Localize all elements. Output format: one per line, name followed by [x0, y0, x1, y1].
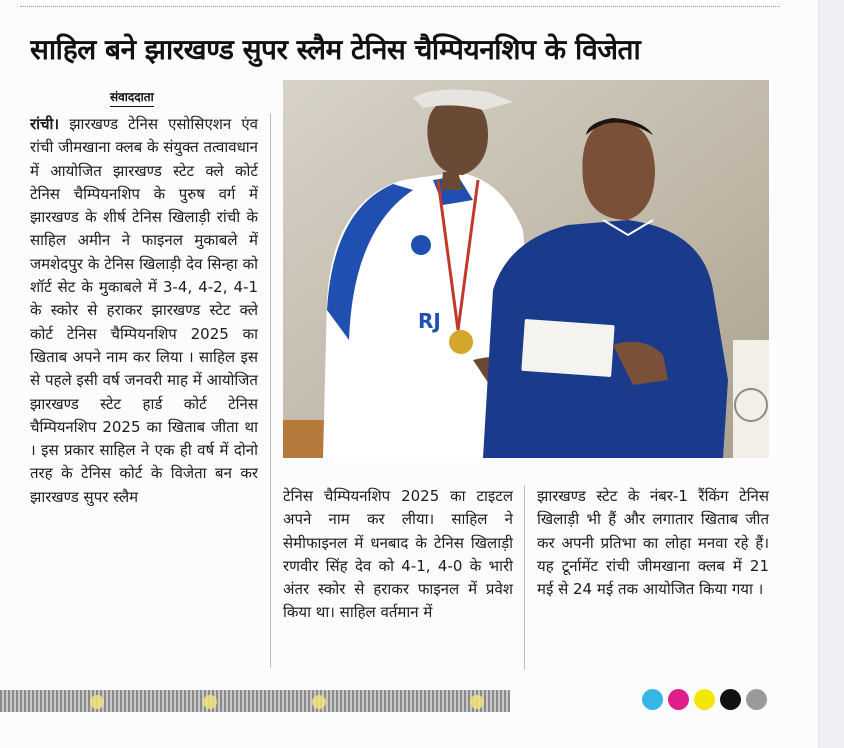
- article-column-1: [30, 113, 258, 668]
- banner-right: [733, 340, 769, 458]
- award-photo: [283, 80, 769, 458]
- cmyk-dot-yellow: [694, 689, 715, 710]
- cmyk-dot-black: [720, 689, 741, 710]
- cmyk-dot-magenta: [668, 689, 689, 710]
- jersey-lettering: RJ: [418, 309, 441, 333]
- byline: संवाददाता: [110, 88, 154, 107]
- top-rule: [20, 0, 780, 7]
- print-registration-band: [0, 690, 510, 712]
- presenter-face: [582, 120, 655, 220]
- scan-margin: [818, 0, 844, 748]
- award-photo-illustration: [283, 80, 769, 458]
- dateline: रांची।: [30, 115, 60, 133]
- registration-mark: [203, 695, 217, 709]
- prize-cheque: [521, 319, 614, 377]
- column-divider: [524, 485, 525, 670]
- medal-icon: [449, 330, 473, 354]
- jersey-badge-icon: [411, 235, 431, 255]
- article-headline: साहिल बने झारखण्ड सुपर स्लैम टेनिस चैम्पियनशिप के विजेता: [30, 33, 641, 66]
- article-column-2: टेनिस चैम्पियनशिप 2025 का टाइटल अपने नाम कर लीया। साहिल ने सेमीफाइनल में धनबाद के टेनिस खिलाड़ी रणवीर सिंह देव को 4-1, 4-0 के भारी अंतर स्कोर से हराकर फाइनल में प्रवेश किया था। साहिल वर्तमान में: [283, 487, 513, 622]
- registration-mark: [90, 695, 104, 709]
- registration-mark: [470, 695, 484, 709]
- article-column-3: झारखण्ड स्टेट के नंबर-1 रैंकिंग टेनिस खिलाड़ी भी हैं और लगातार खिताब जीत कर अपनी प्रतिभा का लोहा मनवा रहे हैं। यह टूर्नामेंट रांची जीमखाना क्लब में 21 मई से 24 मई तक आयोजित किया गया ।: [537, 487, 769, 599]
- cmyk-dot-cyan: [642, 689, 663, 710]
- cmyk-dot-gray: [746, 689, 767, 710]
- registration-mark: [312, 695, 326, 709]
- column-divider: [270, 113, 271, 668]
- column-1-body: झारखण्ड टेनिस एसोसिएशन एंव रांची जीमखाना क्लब के संयुक्त तत्वावधान में आयोजित झारखण्ड स्टेट क्ले कोर्ट टेनिस चैम्पियनशिप के पुरुष वर्ग में झारखण्ड के शीर्ष टेनिस खिलाड़ी रांची के साहिल अमीन ने फाइनल मुकाबले में जमशेदपुर के टेनिस खिलाड़ी देव सिन्हा को शॉर्ट सेट के मुकाबले में 3-4, 4-2, 4-1 के स्कोर से हराकर झारखण्ड स्टेट क्ले कोर्ट टेनिस चैम्पियनशिप 2025 का खिताब अपने नाम कर लिया । साहिल इस से पहले इसी वर्ष जनवरी माह में आयोजित झारखण्ड स्टेट हार्ड कोर्ट टेनिस चैम्पियनशिप 2025 का खिताब जीता था । इस प्रकार साहिल ने एक ही वर्ष में दोनो तरह के टेनिस कोर्ट के विजेता बन कर झारखण्ड सुपर स्लैम: [30, 115, 258, 506]
